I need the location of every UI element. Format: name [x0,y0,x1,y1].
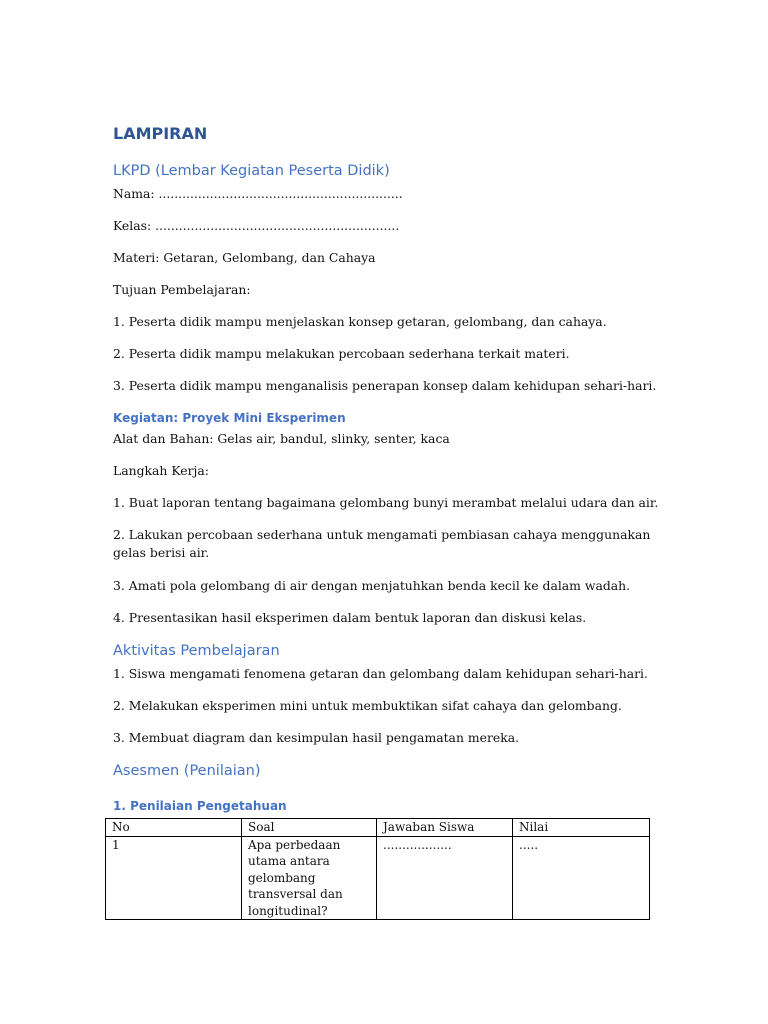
table-header-cell: Nilai [513,819,650,837]
aktivitas-item: 2. Melakukan eksperimen mini untuk membuktikan sifat cahaya dan gelombang. [113,698,622,713]
nama-line: Nama: .............................................................. [113,186,403,201]
kegiatan-heading: Kegiatan: Proyek Mini Eksperimen [113,411,346,425]
table-header-cell: Soal [242,819,377,837]
table-header-cell: No [106,819,242,837]
langkah-item: 4. Presentasikan hasil eksperimen dalam bentuk laporan dan diskusi kelas. [113,610,587,625]
table-header-cell: Jawaban Siswa [377,819,513,837]
aktivitas-heading: Aktivitas Pembelajaran [113,643,280,659]
tujuan-item: 2. Peserta didik mampu melakukan percobaan sederhana terkait materi. [113,346,570,361]
table-cell-nilai: ..... [513,836,650,920]
aktivitas-item: 3. Membuat diagram dan kesimpulan hasil pengamatan mereka. [113,730,520,745]
langkah-item: 3. Amati pola gelombang di air dengan menjatuhkan benda kecil ke dalam wadah. [113,578,631,593]
table-cell-soal: Apa perbedaan utama antara gelombang transversal dan longitudinal? [242,836,377,920]
penilaian-table [105,818,650,920]
tujuan-item: 3. Peserta didik mampu menganalisis penerapan konsep dalam kehidupan sehari-hari. [113,378,657,393]
table-row [106,836,650,920]
tujuan-item: 1. Peserta didik mampu menjelaskan konsep getaran, gelombang, dan cahaya. [113,314,607,329]
langkah-label: Langkah Kerja: [113,463,209,478]
langkah-item: 2. Lakukan percobaan sederhana untuk mengamati pembiasan cahaya menggunakan gelas berisi air. [113,527,651,560]
lkpd-heading: LKPD (Lembar Kegiatan Peserta Didik) [113,163,390,179]
alat-line: Alat dan Bahan: Gelas air, bandul, slinky, senter, kaca [113,431,450,446]
asesmen-heading: Asesmen (Penilaian) [113,763,261,779]
table-cell-jawaban: .................. [377,836,513,920]
materi-line: Materi: Getaran, Gelombang, dan Cahaya [113,250,376,265]
table-header-row [106,819,650,837]
penilaian-pengetahuan-heading: 1. Penilaian Pengetahuan [113,799,287,813]
aktivitas-item: 1. Siswa mengamati fenomena getaran dan gelombang dalam kehidupan sehari-hari. [113,666,648,681]
lampiran-heading: LAMPIRAN [113,124,208,143]
tujuan-label: Tujuan Pembelajaran: [113,282,251,297]
kelas-line: Kelas: .............................................................. [113,218,400,233]
table-cell-no: 1 [106,836,242,920]
langkah-item: 1. Buat laporan tentang bagaimana gelombang bunyi merambat melalui udara dan air. [113,495,659,510]
